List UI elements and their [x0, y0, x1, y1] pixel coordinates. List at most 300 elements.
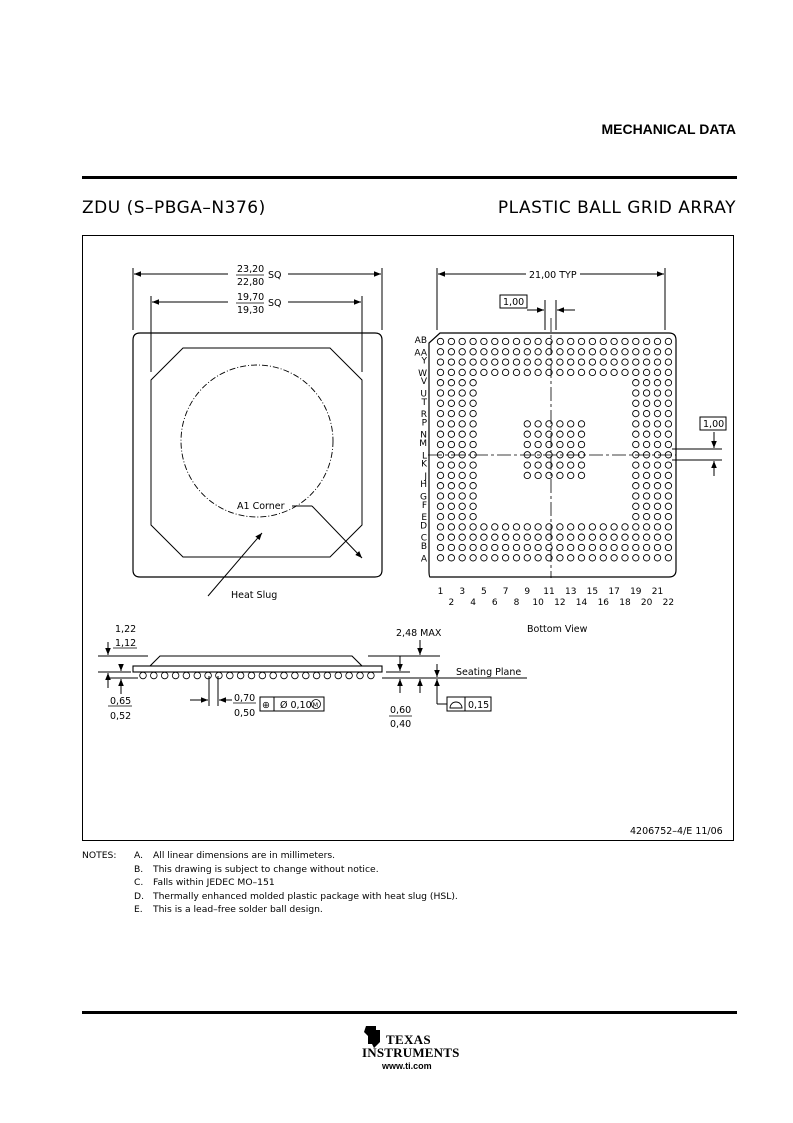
solder-ball — [600, 359, 606, 365]
solder-ball — [557, 359, 563, 365]
solder-ball — [524, 338, 530, 344]
column-label: 15 — [586, 587, 599, 597]
column-label: 5 — [481, 587, 487, 597]
column-label: 22 — [662, 598, 675, 608]
solder-ball — [459, 524, 465, 530]
solder-ball — [611, 524, 617, 530]
bottom-view-labels — [414, 270, 724, 635]
solder-ball — [654, 338, 660, 344]
solder-ball — [568, 349, 574, 355]
solder-ball — [470, 544, 476, 550]
column-label: 2 — [448, 598, 455, 608]
solder-ball — [524, 369, 530, 375]
solder-ball — [633, 503, 639, 509]
solder-ball — [611, 349, 617, 355]
solder-ball — [654, 349, 660, 355]
solder-ball — [437, 524, 443, 530]
solder-ball — [643, 472, 649, 478]
solder-ball — [448, 400, 454, 406]
solder-ball — [578, 472, 584, 478]
solder-ball — [611, 338, 617, 344]
solder-ball — [437, 555, 443, 561]
solder-ball — [557, 338, 563, 344]
solder-ball — [665, 472, 671, 478]
solder-ball — [459, 359, 465, 365]
solder-ball — [611, 359, 617, 365]
solder-ball — [502, 555, 508, 561]
pitch-v-label: 1,00 — [703, 419, 725, 430]
note-letter: A. — [134, 850, 144, 861]
solder-ball — [546, 359, 552, 365]
note-letter: C. — [134, 877, 144, 889]
solder-ball — [535, 431, 541, 437]
column-label: 6 — [491, 598, 498, 608]
note-text: Falls within JEDEC MO–151 — [153, 877, 275, 889]
solder-ball — [459, 390, 465, 396]
solder-ball — [557, 441, 563, 447]
solder-ball — [633, 534, 639, 540]
solder-ball — [665, 555, 671, 561]
flatness-value: 0,15 — [468, 700, 490, 711]
solder-ball — [665, 338, 671, 344]
solder-ball — [459, 503, 465, 509]
ball-grid — [437, 338, 671, 561]
footer-rule — [82, 1011, 737, 1014]
solder-ball — [654, 493, 660, 499]
row-label: R — [420, 410, 427, 421]
solder-ball — [654, 359, 660, 365]
body-dim-max: 23,20 — [237, 264, 265, 275]
side-solder-ball — [357, 672, 364, 679]
solder-ball — [643, 493, 649, 499]
ball-height-max: 0,65 — [110, 696, 132, 707]
solder-ball — [633, 431, 639, 437]
solder-ball — [448, 390, 454, 396]
solder-ball — [665, 524, 671, 530]
solder-ball — [633, 462, 639, 468]
note-text: All linear dimensions are in millimeters. — [153, 850, 336, 861]
solder-ball — [665, 400, 671, 406]
ball-dia-max: 0,70 — [234, 693, 256, 704]
solder-ball — [578, 534, 584, 540]
solder-ball — [470, 462, 476, 468]
solder-ball — [633, 483, 639, 489]
heat-slug-label: Heat Slug — [231, 590, 278, 601]
solder-ball — [513, 369, 519, 375]
solder-ball — [633, 555, 639, 561]
span-label: 21,00 TYP — [529, 270, 577, 281]
column-label: 9 — [524, 587, 531, 597]
solder-ball — [557, 431, 563, 437]
solder-ball — [600, 349, 606, 355]
solder-ball — [437, 431, 443, 437]
solder-ball — [459, 380, 465, 386]
side-solder-ball — [259, 672, 266, 679]
solder-ball — [448, 534, 454, 540]
solder-ball — [448, 493, 454, 499]
solder-ball — [481, 369, 487, 375]
solder-ball — [524, 359, 530, 365]
solder-ball — [524, 431, 530, 437]
solder-ball — [437, 410, 443, 416]
solder-ball — [437, 503, 443, 509]
solder-ball — [448, 513, 454, 519]
side-solder-ball — [216, 672, 223, 679]
solder-ball — [459, 513, 465, 519]
solder-ball — [470, 472, 476, 478]
solder-ball — [481, 359, 487, 365]
solder-ball — [502, 544, 508, 550]
row-label: W — [418, 368, 427, 379]
ball-dia-min: 0,50 — [234, 708, 256, 719]
solder-ball — [481, 534, 487, 540]
solder-ball — [643, 431, 649, 437]
ball-height-min: 0,52 — [110, 711, 132, 722]
height-dim-max: 1,22 — [115, 624, 137, 635]
column-label: 11 — [543, 587, 555, 597]
height-dim-min: 1,12 — [115, 638, 137, 649]
solder-ball — [448, 421, 454, 427]
standoff-min: 0,40 — [390, 719, 412, 730]
solder-ball — [654, 369, 660, 375]
solder-ball — [470, 410, 476, 416]
solder-ball — [459, 493, 465, 499]
solder-ball — [633, 359, 639, 365]
solder-ball — [665, 462, 671, 468]
row-label: N — [420, 430, 427, 441]
solder-ball — [470, 503, 476, 509]
solder-ball — [589, 369, 595, 375]
seating-plane-label: Seating Plane — [456, 667, 522, 678]
row-label: AB — [414, 336, 427, 346]
solder-ball — [568, 524, 574, 530]
solder-ball — [448, 462, 454, 468]
solder-ball — [665, 513, 671, 519]
solder-ball — [633, 441, 639, 447]
side-solder-ball — [281, 672, 288, 679]
solder-ball — [633, 338, 639, 344]
column-label: 19 — [630, 587, 642, 597]
solder-ball — [665, 359, 671, 365]
row-label: B — [420, 542, 427, 552]
column-label: 12 — [554, 598, 566, 608]
solder-ball — [568, 462, 574, 468]
solder-ball — [470, 524, 476, 530]
solder-ball — [578, 421, 584, 427]
column-label: 4 — [470, 598, 476, 608]
solder-ball — [437, 493, 443, 499]
solder-ball — [578, 431, 584, 437]
solder-ball — [437, 534, 443, 540]
solder-ball — [535, 338, 541, 344]
solder-ball — [665, 369, 671, 375]
solder-ball — [437, 359, 443, 365]
column-label: 17 — [608, 587, 620, 597]
column-labels — [438, 587, 674, 608]
solder-ball — [470, 441, 476, 447]
solder-ball — [568, 421, 574, 427]
solder-ball — [513, 524, 519, 530]
solder-ball — [643, 534, 649, 540]
solder-ball — [665, 390, 671, 396]
solder-ball — [448, 524, 454, 530]
solder-ball — [437, 544, 443, 550]
solder-ball — [502, 524, 508, 530]
solder-ball — [600, 555, 606, 561]
body-dim-suffix: SQ — [268, 270, 282, 281]
solder-ball — [459, 441, 465, 447]
solder-ball — [535, 544, 541, 550]
solder-ball — [633, 472, 639, 478]
solder-ball — [622, 524, 628, 530]
solder-ball — [557, 534, 563, 540]
solder-ball — [643, 338, 649, 344]
solder-ball — [437, 483, 443, 489]
row-label: A — [420, 554, 427, 565]
bottom-view-caption: Bottom View — [527, 624, 588, 635]
solder-ball — [535, 369, 541, 375]
solder-ball — [643, 410, 649, 416]
solder-ball — [492, 349, 498, 355]
solder-ball — [459, 483, 465, 489]
solder-ball — [557, 421, 563, 427]
solder-ball — [665, 431, 671, 437]
side-solder-ball — [172, 672, 179, 679]
solder-ball — [600, 524, 606, 530]
solder-ball — [589, 359, 595, 365]
solder-ball — [459, 410, 465, 416]
solder-ball — [654, 483, 660, 489]
solder-ball — [524, 462, 530, 468]
solder-ball — [535, 359, 541, 365]
solder-ball — [481, 349, 487, 355]
row-labels — [414, 336, 428, 564]
solder-ball — [611, 544, 617, 550]
solder-ball — [470, 369, 476, 375]
column-label: 8 — [513, 598, 520, 608]
note-text: Thermally enhanced molded plastic package with heat slug (HSL). — [153, 890, 458, 902]
solder-ball — [448, 483, 454, 489]
solder-ball — [513, 555, 519, 561]
solder-ball — [437, 349, 443, 355]
solder-ball — [492, 555, 498, 561]
side-solder-ball — [140, 672, 147, 679]
standoff-max: 0,60 — [390, 705, 412, 716]
solder-ball — [665, 410, 671, 416]
solder-ball — [437, 390, 443, 396]
solder-ball — [502, 369, 508, 375]
side-solder-ball — [313, 672, 320, 679]
solder-ball — [633, 524, 639, 530]
solder-ball — [459, 369, 465, 375]
side-solder-ball — [161, 672, 168, 679]
solder-ball — [459, 421, 465, 427]
solder-ball — [535, 462, 541, 468]
solder-ball — [589, 349, 595, 355]
solder-ball — [643, 503, 649, 509]
side-solder-ball — [346, 672, 353, 679]
solder-ball — [557, 472, 563, 478]
solder-ball — [524, 421, 530, 427]
solder-ball — [470, 400, 476, 406]
solder-ball — [622, 534, 628, 540]
solder-ball — [622, 555, 628, 561]
solder-ball — [665, 349, 671, 355]
solder-ball — [448, 380, 454, 386]
solder-ball — [578, 369, 584, 375]
solder-ball — [448, 338, 454, 344]
row-label: Y — [421, 356, 427, 367]
solder-ball — [448, 441, 454, 447]
solder-ball — [643, 359, 649, 365]
solder-ball — [448, 544, 454, 550]
solder-ball — [568, 441, 574, 447]
solder-ball — [578, 462, 584, 468]
solder-ball — [492, 369, 498, 375]
solder-ball — [524, 555, 530, 561]
solder-ball — [492, 524, 498, 530]
solder-ball — [578, 338, 584, 344]
drawing-number: 4206752–4/E 11/06 — [630, 826, 723, 837]
solder-ball — [654, 513, 660, 519]
solder-ball — [448, 503, 454, 509]
solder-ball — [611, 534, 617, 540]
solder-ball — [665, 421, 671, 427]
side-solder-ball — [368, 672, 375, 679]
column-label: 14 — [575, 598, 588, 608]
solder-ball — [665, 483, 671, 489]
top-view-labels — [231, 264, 285, 601]
slug-dim-suffix: SQ — [268, 298, 282, 309]
solder-ball — [568, 431, 574, 437]
note-text: This is a lead–free solder ball design. — [153, 904, 323, 916]
solder-ball — [568, 472, 574, 478]
solder-ball — [578, 544, 584, 550]
solder-ball — [437, 441, 443, 447]
solder-ball — [437, 369, 443, 375]
note-letter: B. — [134, 863, 144, 875]
solder-ball — [535, 441, 541, 447]
solder-ball — [643, 400, 649, 406]
package-code: ZDU (S–PBGA–N376) — [82, 198, 266, 218]
solder-ball — [437, 462, 443, 468]
solder-ball — [470, 493, 476, 499]
solder-ball — [481, 555, 487, 561]
solder-ball — [654, 462, 660, 468]
solder-ball — [654, 400, 660, 406]
row-label: E — [421, 513, 427, 524]
package-type: PLASTIC BALL GRID ARRAY — [497, 198, 736, 218]
solder-ball — [470, 380, 476, 386]
solder-ball — [643, 555, 649, 561]
solder-ball — [470, 431, 476, 437]
solder-ball — [665, 441, 671, 447]
solder-ball — [643, 524, 649, 530]
solder-ball — [643, 421, 649, 427]
solder-ball — [633, 410, 639, 416]
solder-ball — [513, 338, 519, 344]
solder-ball — [459, 431, 465, 437]
solder-ball — [654, 524, 660, 530]
solder-ball — [448, 431, 454, 437]
row-label: J — [424, 471, 427, 482]
column-label: 20 — [640, 598, 653, 608]
solder-ball — [654, 555, 660, 561]
solder-ball — [470, 421, 476, 427]
tolerance-modifier: M — [312, 701, 319, 709]
solder-ball — [568, 338, 574, 344]
column-label: 1 — [437, 587, 444, 597]
solder-ball — [513, 349, 519, 355]
row-label: L — [421, 451, 427, 462]
bottom-view — [428, 268, 726, 578]
solder-ball — [611, 369, 617, 375]
row-label: K — [421, 459, 427, 470]
solder-ball — [524, 544, 530, 550]
solder-ball — [665, 380, 671, 386]
solder-ball — [459, 472, 465, 478]
solder-ball — [622, 338, 628, 344]
solder-ball — [448, 555, 454, 561]
solder-ball — [654, 472, 660, 478]
page-header-title: MECHANICAL DATA — [601, 121, 736, 137]
side-solder-balls — [140, 672, 375, 679]
solder-ball — [568, 534, 574, 540]
solder-ball — [502, 359, 508, 365]
tolerance-position-symbol: ⊕ — [262, 700, 270, 711]
solder-ball — [568, 359, 574, 365]
solder-ball — [448, 410, 454, 416]
solder-ball — [535, 555, 541, 561]
solder-ball — [589, 544, 595, 550]
solder-ball — [589, 555, 595, 561]
solder-ball — [622, 349, 628, 355]
solder-ball — [524, 534, 530, 540]
solder-ball — [633, 513, 639, 519]
solder-ball — [437, 513, 443, 519]
solder-ball — [633, 380, 639, 386]
side-solder-ball — [205, 672, 212, 679]
solder-ball — [654, 534, 660, 540]
footer-url: www.ti.com — [382, 1061, 432, 1071]
solder-ball — [557, 462, 563, 468]
solder-ball — [611, 555, 617, 561]
side-solder-ball — [303, 672, 310, 679]
solder-ball — [665, 544, 671, 550]
solder-ball — [578, 524, 584, 530]
solder-ball — [502, 534, 508, 540]
solder-ball — [665, 493, 671, 499]
side-solder-ball — [227, 672, 234, 679]
note-letter: E. — [134, 904, 143, 916]
solder-ball — [654, 503, 660, 509]
solder-ball — [643, 513, 649, 519]
solder-ball — [589, 338, 595, 344]
solder-ball — [633, 349, 639, 355]
solder-ball — [643, 544, 649, 550]
brand-line-2: INSTRUMENTS — [362, 1045, 460, 1060]
side-solder-ball — [183, 672, 190, 679]
solder-ball — [568, 555, 574, 561]
solder-ball — [643, 380, 649, 386]
solder-ball — [437, 400, 443, 406]
solder-ball — [578, 349, 584, 355]
solder-ball — [633, 544, 639, 550]
solder-ball — [600, 338, 606, 344]
solder-ball — [470, 349, 476, 355]
solder-ball — [470, 390, 476, 396]
solder-ball — [589, 524, 595, 530]
